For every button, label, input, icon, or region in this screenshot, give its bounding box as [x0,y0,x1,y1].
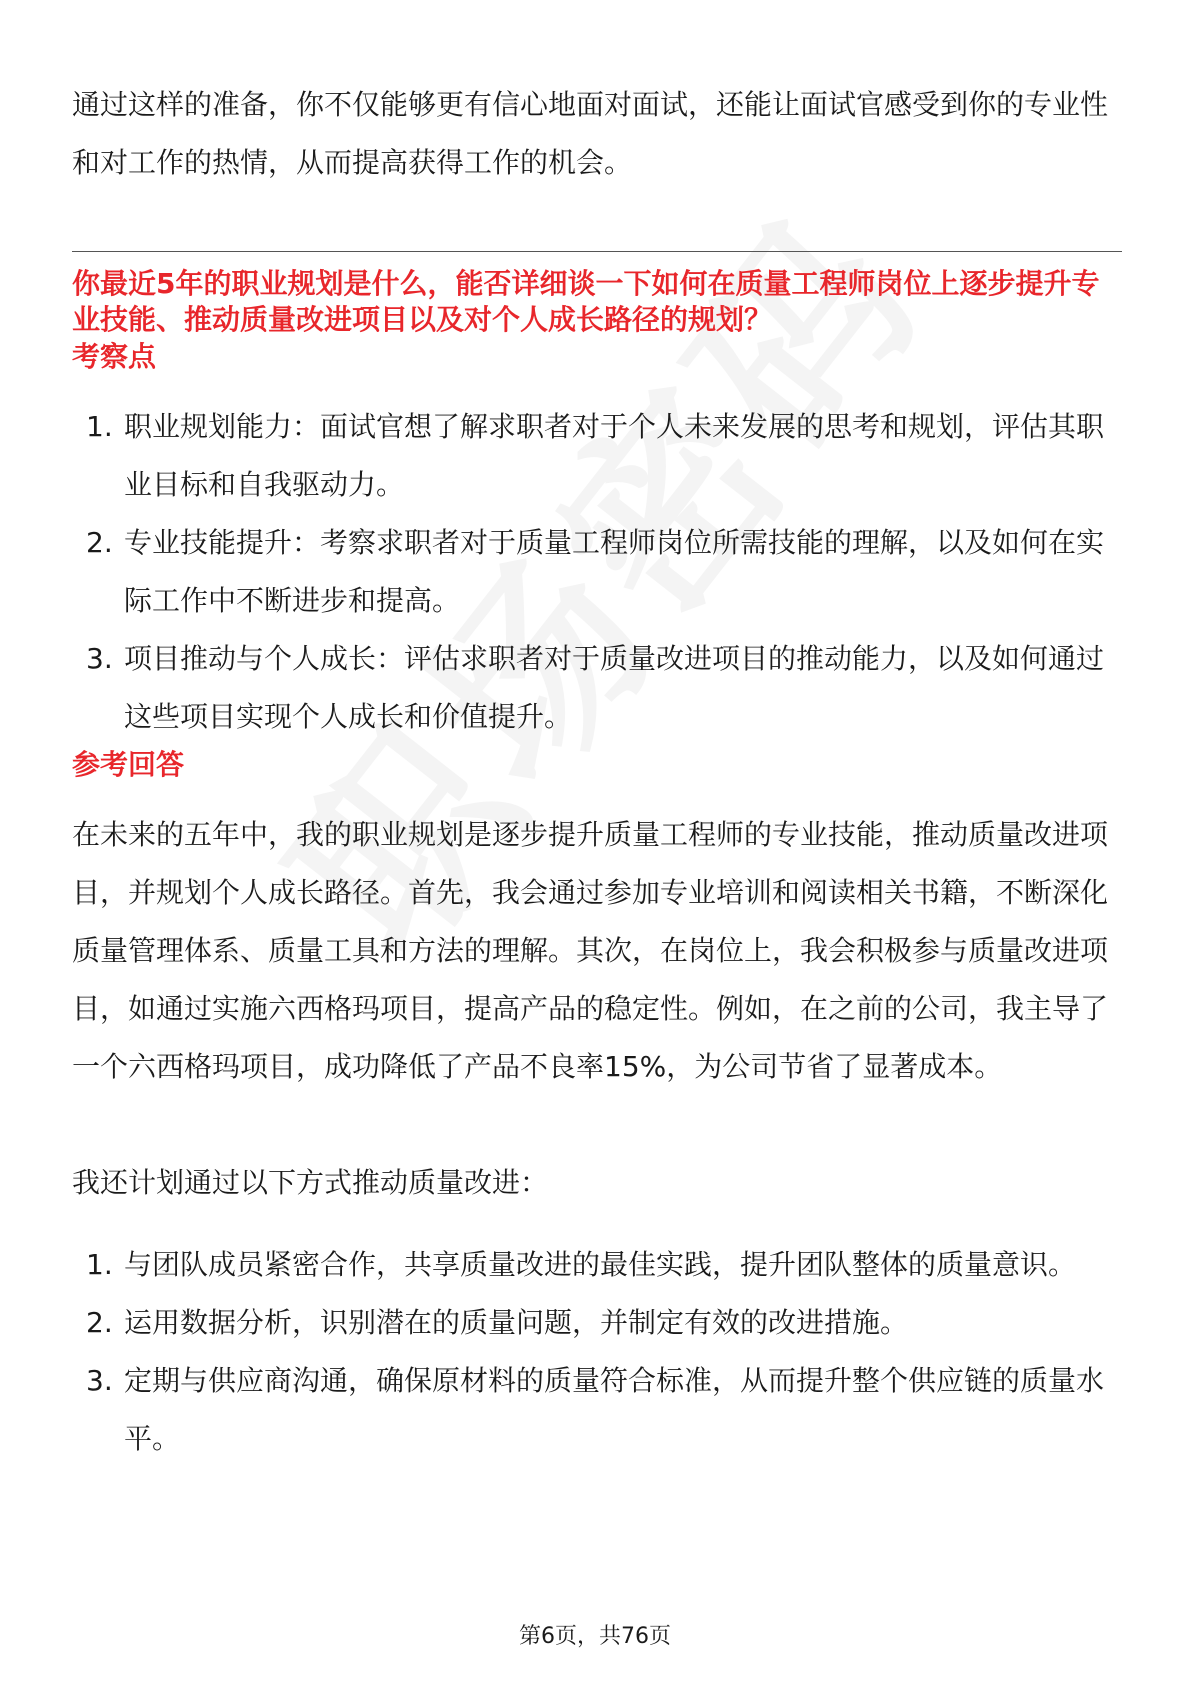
list-item-number: 1. [86,410,113,443]
list-item [72,1294,1122,1352]
reference-lead-in: 我还计划通过以下方式推动质量改进： [72,1166,549,1199]
reference-heading: 参考回答 [72,748,185,781]
question-title: 你最近5年的职业规划是什么，能否详细谈一下如何在质量工程师岗位上逐步提升专业技能、推动质量改进项目以及对个人成长路径的规划？ [72,267,1100,336]
list-item-number: 3. [86,1364,113,1397]
reference-paragraph: 在未来的五年中，我的职业规划是逐步提升质量工程师的专业技能，推动质量改进项目，并规划个人成长路径。首先，我会通过参加专业培训和阅读相关书籍，不断深化质量管理体系、质量工具和方法的理解。其次，在岗位上，我会积极参与质量改进项目，如通过实施六西格玛项目，提高产品的稳定性。例如，在之前的公司，我主导了一个六西格玛项目，成功降低了产品不良率15%，为公司节省了显著成本。 [72,818,1109,1083]
list-item-text: 职业规划能力：面试官想了解求职者对于个人未来发展的思考和规划，评估其职业目标和自我驱动力。 [124,410,1105,501]
page-number: 第6页，共76页 [519,1624,671,1649]
list-item-text: 与团队成员紧密合作，共享质量改进的最佳实践，提升团队整体的质量意识。 [124,1248,1077,1281]
list-item-number: 2. [86,526,113,559]
list-item-number: 1. [86,1248,113,1281]
list-item-text: 项目推动与个人成长：评估求职者对于质量改进项目的推动能力，以及如何通过这些项目实现个人成长和价值提升。 [124,642,1105,733]
list-item-number: 3. [86,642,113,675]
list-item [72,1352,1122,1468]
section-divider [72,251,1122,252]
assessment-list [72,398,1122,746]
list-item [72,1236,1122,1294]
intro-paragraph: 通过这样的准备，你不仅能够更有信心地面对面试，还能让面试官感受到你的专业性和对工作的热情，从而提高获得工作的机会。 [72,88,1109,179]
assessment-heading: 考察点 [72,340,157,373]
list-item [72,630,1122,746]
list-item [72,514,1122,630]
improvement-list [72,1236,1122,1468]
list-item-number: 2. [86,1306,113,1339]
list-item [72,398,1122,514]
list-item-text: 专业技能提升：考察求职者对于质量工程师岗位所需技能的理解，以及如何在实际工作中不断进步和提高。 [124,526,1105,617]
list-item-text: 定期与供应商沟通，确保原材料的质量符合标准，从而提升整个供应链的质量水平。 [124,1364,1105,1455]
list-item-text: 运用数据分析，识别潜在的质量问题，并制定有效的改进措施。 [124,1306,909,1339]
